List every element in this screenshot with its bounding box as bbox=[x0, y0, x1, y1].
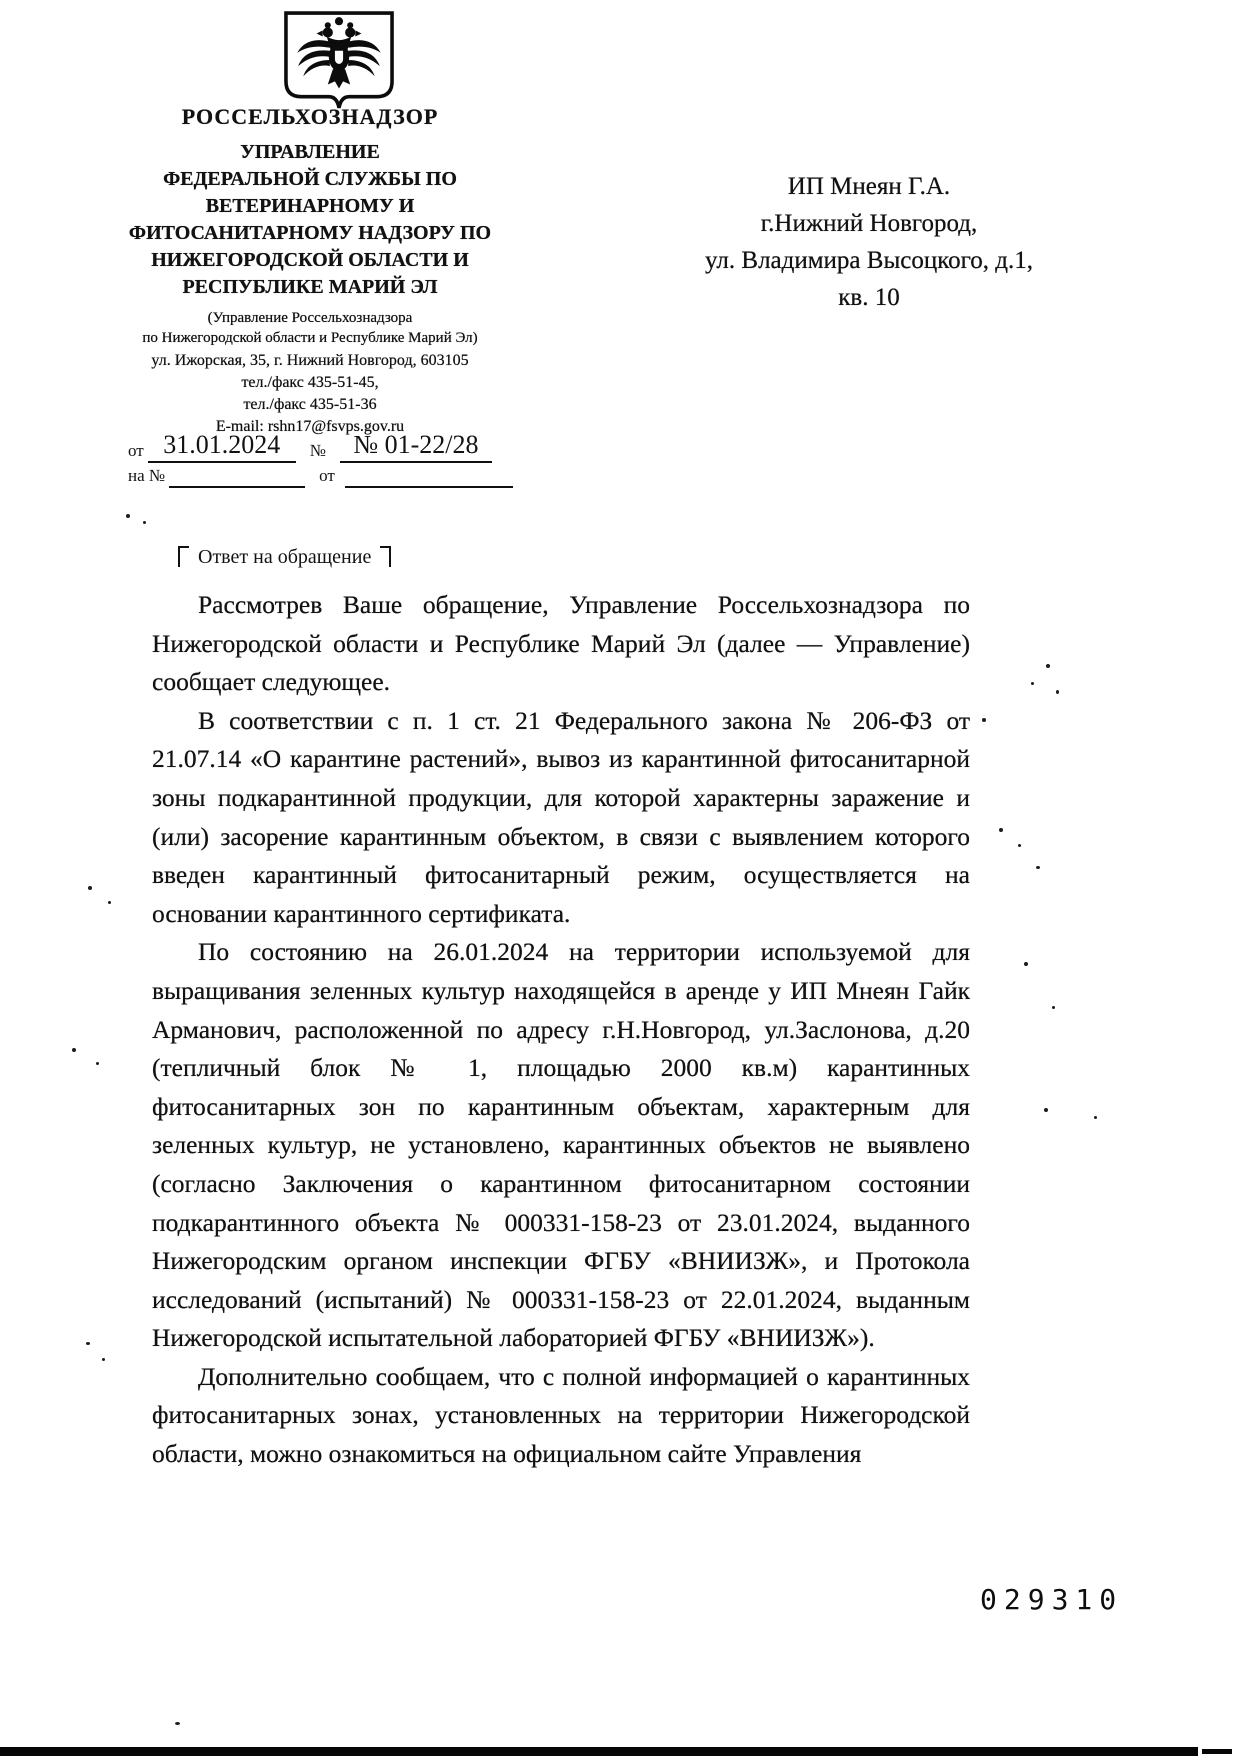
corner-bracket-right-icon bbox=[380, 546, 391, 567]
scan-speck bbox=[999, 828, 1003, 832]
scan-speck bbox=[1044, 1108, 1048, 1112]
subject-text: Ответ на обращение bbox=[198, 546, 372, 568]
letterhead bbox=[88, 104, 532, 438]
scan-speck bbox=[1056, 690, 1059, 694]
scan-speck bbox=[1031, 682, 1034, 685]
scan-speck bbox=[86, 1342, 90, 1345]
scan-speck bbox=[102, 1358, 105, 1361]
body-paragraph: Рассмотрев Ваше обращение, Управление Россельхознадзора по Нижегородской области и Республике Марий Эл (далее — Управление) сообщает следующее. bbox=[152, 590, 970, 697]
letterhead-email: E-mail: rshn17@fsvps.gov.ru bbox=[215, 418, 405, 435]
letterhead-phone-fax: тел./факс 435-51-36 bbox=[243, 396, 377, 413]
scan-speck bbox=[1024, 962, 1028, 966]
agency-name: РОССЕЛЬХОЗНАДЗОР bbox=[181, 104, 439, 129]
subject-line bbox=[178, 546, 391, 569]
ref-no-label: № bbox=[309, 441, 326, 460]
letter-number: № 01-22/28 bbox=[340, 430, 492, 463]
scan-edge-bar bbox=[0, 1747, 1198, 1756]
letter-body bbox=[152, 586, 970, 1474]
letterhead-line: НИЖЕГОРОДСКОЙ ОБЛАСТИ И bbox=[151, 249, 469, 271]
recipient-line: кв. 10 bbox=[838, 284, 900, 311]
scan-speck bbox=[175, 1722, 180, 1725]
letterhead-line: РЕСПУБЛИКЕ МАРИЙ ЭЛ bbox=[182, 276, 438, 298]
recipient-block bbox=[616, 168, 1122, 316]
document-code: 029310 bbox=[980, 1583, 1124, 1616]
scan-speck bbox=[72, 1048, 76, 1052]
recipient-line: ИП Мнеян Г.А. bbox=[787, 173, 951, 200]
letterhead-line: ФЕДЕРАЛЬНОЙ СЛУЖБЫ ПО bbox=[163, 168, 457, 190]
letterhead-line: ВЕТЕРИНАРНОМУ И bbox=[205, 195, 415, 217]
body-paragraph: Дополнительно сообщаем, что с полной информацией о карантинных фитосанитарных зонах, установленных на территории Нижегородской области, можно ознакомиться на официальном сайте Управления bbox=[152, 1361, 970, 1469]
scan-speck bbox=[1046, 664, 1050, 668]
reference-block bbox=[128, 430, 568, 488]
recipient-line: ул. Владимира Высоцкого, д.1, bbox=[705, 247, 1033, 274]
scan-speck bbox=[96, 1062, 99, 1065]
ref-reply-no-label: на № bbox=[128, 466, 166, 485]
recipient-line: г.Нижний Новгород, bbox=[760, 210, 978, 237]
scan-speck bbox=[88, 886, 92, 890]
reply-date-blank bbox=[345, 485, 513, 488]
letterhead-alt-name: (Управление Россельхознадзора bbox=[207, 310, 413, 326]
letterhead-line: ФИТОСАНИТАРНОМУ НАДЗОРУ ПО bbox=[128, 222, 492, 244]
body-paragraph: По состоянию на 26.01.2024 на территории используемой для выращивания зеленных культур находящейся в аренде у ИП Мнеян Гайк Арманович, расположенной по адресу г.Н.Новгород, ул.Заслонова, д.20 (тепличный блок № 1, площадью 2000 кв.м) карантинных фитосанитарных зон по карантинным объектам, характерным для зеленных культур, не установлено, карантинных объектов не выявлено (согласно Заключения о карантинном фитосанитарном состоянии подкарантинного объекта № 000331-158-23 от 23.01.2024, выданного Нижегородским органом инспекции ФГБУ «ВНИИЗЖ», и Протокола исследований (испытаний) № 000331-158-23 от 22.01.2024, выданным Нижегородской испытательной лабораторией ФГБУ «ВНИИЗЖ»). bbox=[152, 937, 970, 1353]
scan-speck bbox=[1052, 1006, 1055, 1009]
scan-speck bbox=[143, 521, 146, 524]
letterhead-address: ул. Ижорская, 35, г. Нижний Новгород, 603105 bbox=[151, 352, 469, 369]
reply-number-blank bbox=[169, 485, 305, 488]
scan-speck bbox=[1036, 866, 1040, 869]
corner-bracket-left-icon bbox=[178, 546, 189, 567]
letter-date: 31.01.2024 bbox=[148, 430, 296, 463]
scan-speck bbox=[982, 718, 986, 722]
ref-reply-from-label: от bbox=[319, 466, 335, 485]
letterhead-alt-name: по Нижегородской области и Республике Марий Эл) bbox=[142, 330, 478, 346]
coat-of-arms-icon bbox=[276, 10, 402, 112]
scan-speck bbox=[1018, 844, 1021, 847]
scan-speck bbox=[126, 514, 130, 518]
letterhead-line: УПРАВЛЕНИЕ bbox=[240, 141, 380, 163]
body-paragraph: В соответствии с п. 1 ст. 21 Федерального закона № 206-ФЗ от 21.07.14 «О карантине растений», вывоз из карантинной фитосанитарной зоны подкарантинной продукции, для которой характерны заражение и (или) засорение карантинным объектом, в связи с выявлением которого введен карантинный фитосанитарный режим, осуществляется на основании карантинного сертификата. bbox=[152, 705, 970, 928]
scan-speck bbox=[1094, 1116, 1097, 1119]
letterhead-phone-fax: тел./факс 435-51-45, bbox=[241, 374, 379, 391]
scan-speck bbox=[108, 901, 111, 904]
ref-from-label: от bbox=[128, 441, 144, 460]
